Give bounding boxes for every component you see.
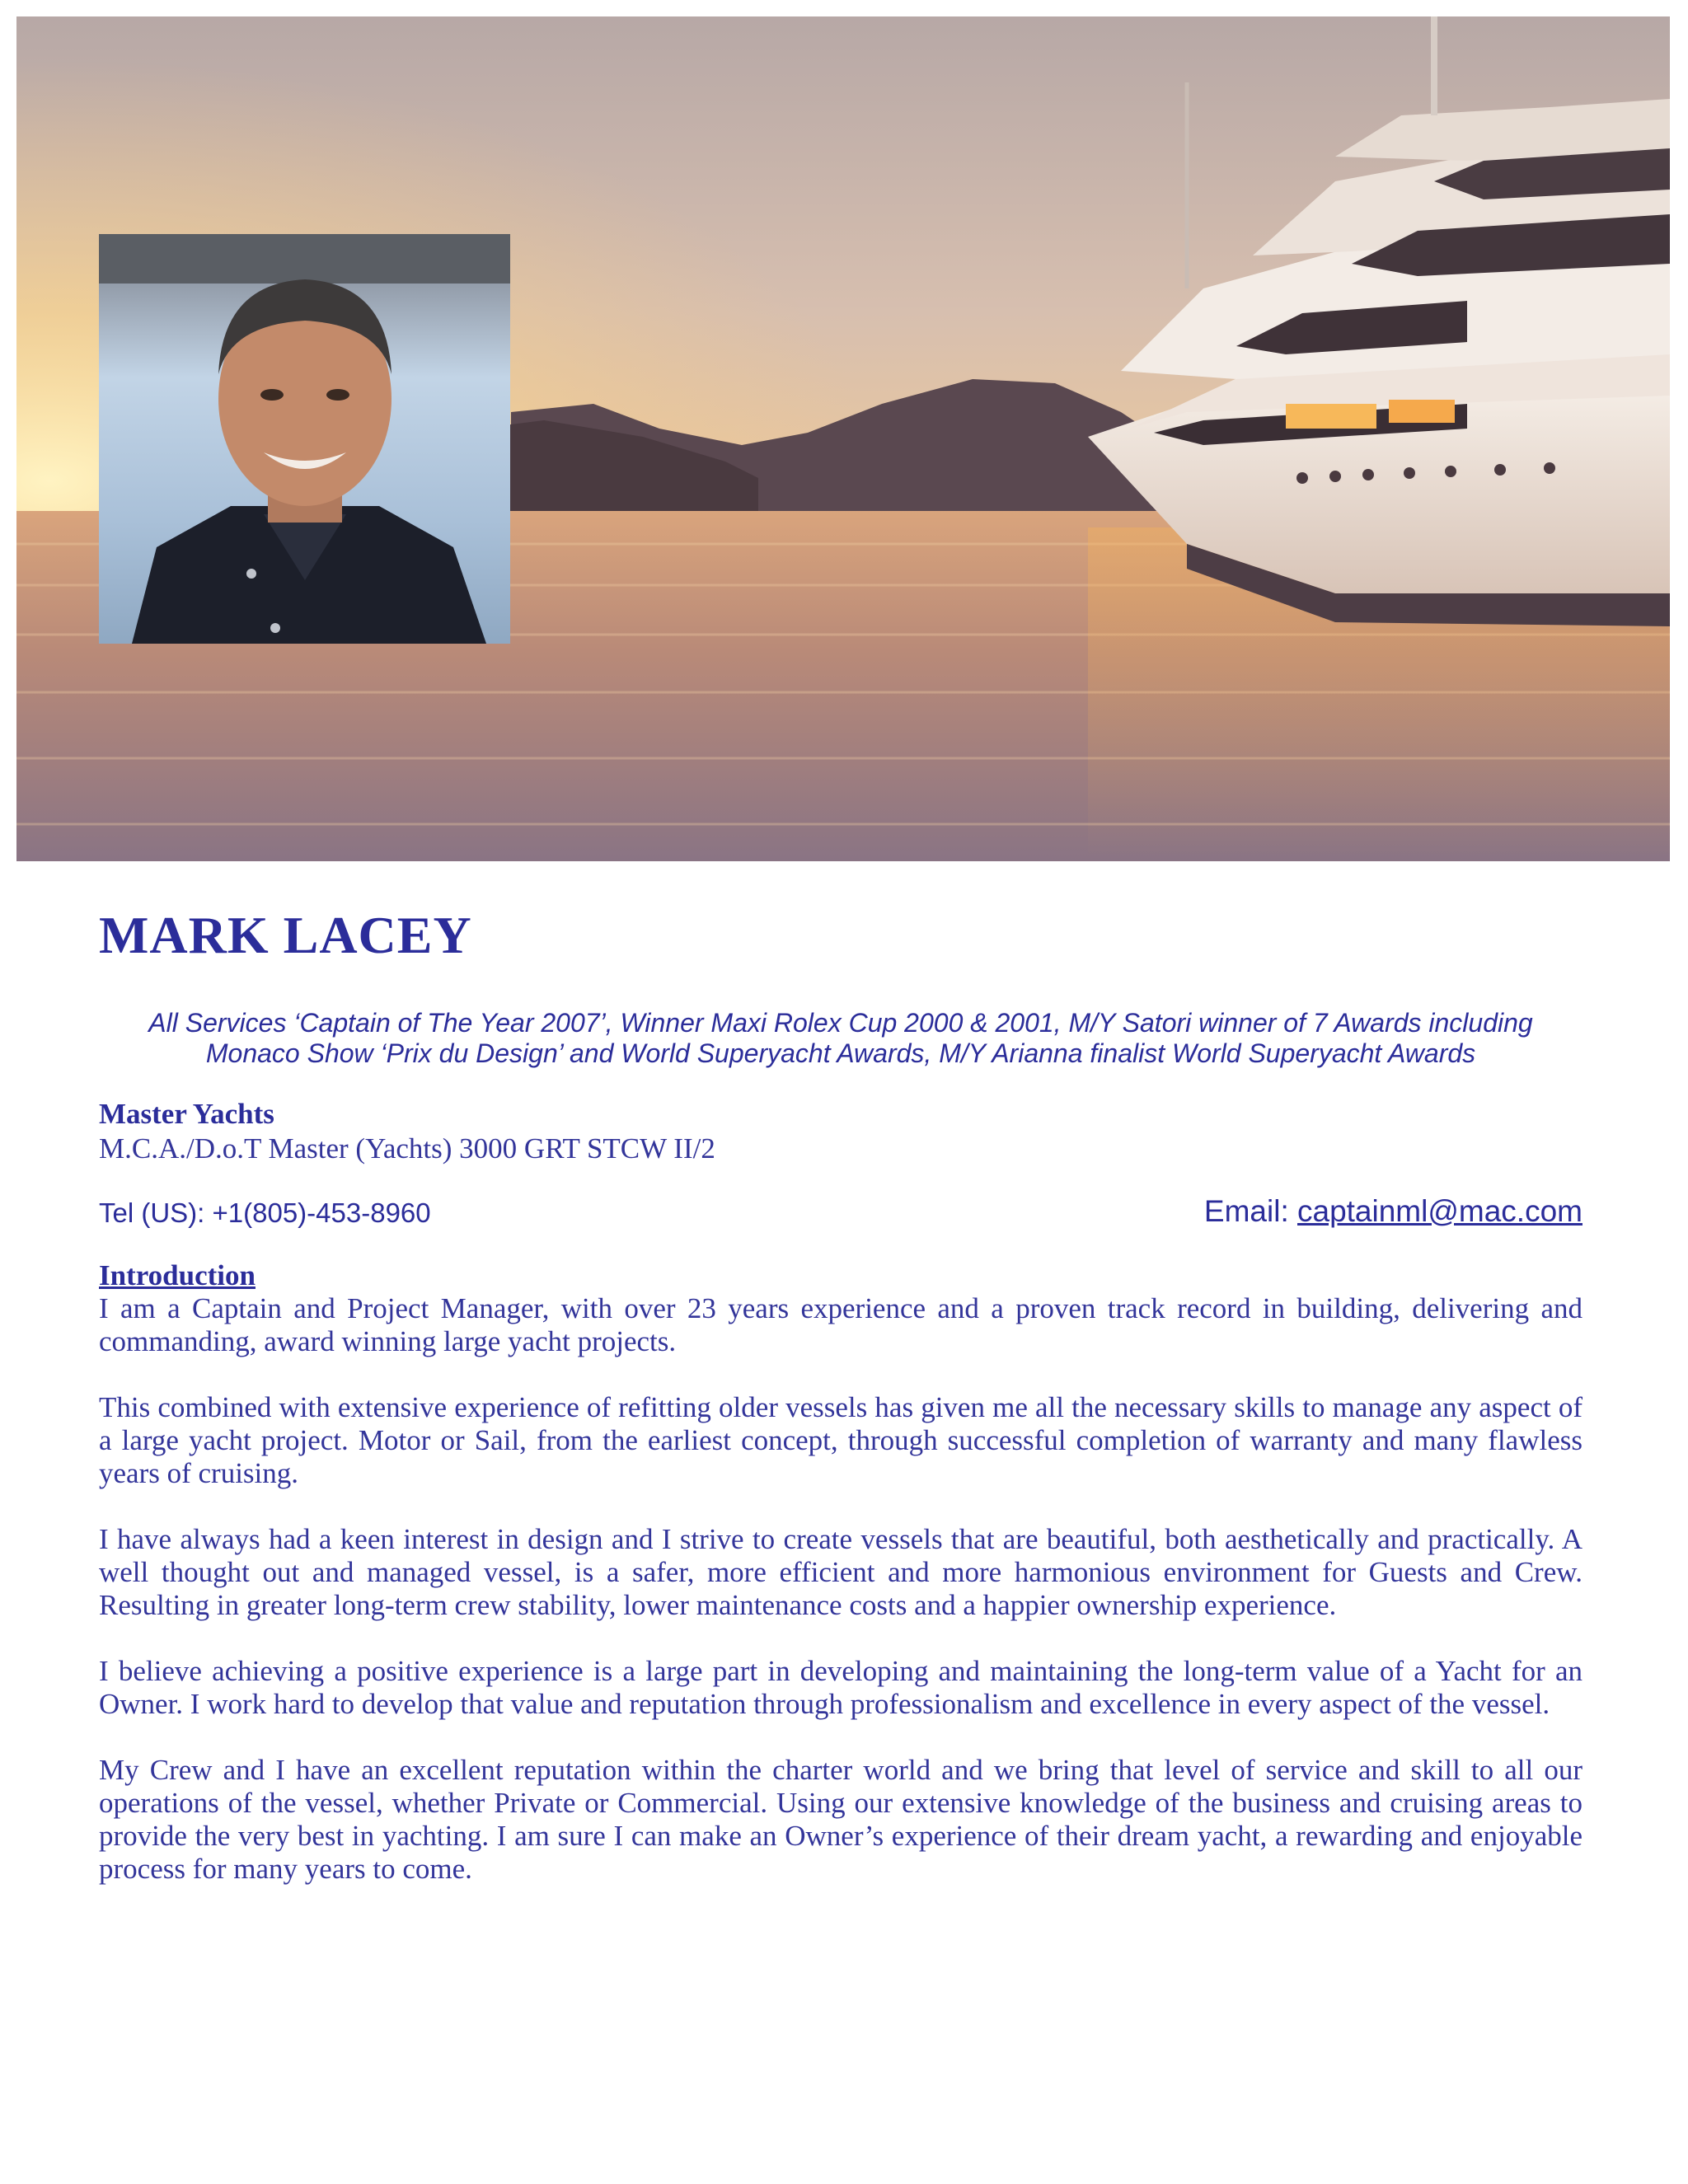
awards-line-1: All Services ‘Captain of The Year 2007’, Winner Maxi Rolex Cup 2000 & 2001, M/Y Satori winner of 7 Awards including xyxy=(148,1008,1533,1038)
portrait-photo xyxy=(99,234,510,644)
phone-number: Tel (US): +1(805)-453-8960 xyxy=(99,1197,431,1228)
intro-paragraph: I believe achieving a positive experience is a large part in developing and maintaining the long-term value of a Yacht for an Owner. I work hard to develop that value and reputation through professionalism and excellence in every aspect of the vessel. xyxy=(99,1655,1582,1720)
intro-paragraph: I am a Captain and Project Manager, with over 23 years experience and a proven track record in building, delivering and commanding, award winning large yacht projects. xyxy=(99,1292,1582,1357)
license-line: M.C.A./D.o.T Master (Yachts) 3000 GRT STCW II/2 xyxy=(99,1132,715,1165)
email-link[interactable]: captainml@mac.com xyxy=(1297,1194,1582,1228)
email-label: Email: xyxy=(1203,1194,1297,1228)
introduction-heading: Introduction xyxy=(99,1259,256,1291)
intro-paragraph: My Crew and I have an excellent reputation within the charter world and we bring that level of service and skill to all our operations of the vessel, whether Private or Commercial. Using our extensive knowledge of the business and cruising areas to provide the very best in yachting. I am sure I can make an Owner’s experience of their dream yacht, a rewarding and enjoyable process for many years to come. xyxy=(99,1754,1582,1885)
intro-paragraph: This combined with extensive experience of refitting older vessels has given me all the necessary skills to manage any aspect of a large yacht project. Motor or Sail, from the earliest concept, through successful completion of warranty and many flawless years of cruising. xyxy=(99,1391,1582,1489)
introduction-body xyxy=(99,1292,1582,1919)
awards-summary xyxy=(99,1008,1582,1069)
company-name: Master Yachts xyxy=(99,1098,274,1130)
email-line xyxy=(1204,1193,1582,1230)
portrait-illustration xyxy=(99,234,510,644)
page-title: MARK LACEY xyxy=(99,906,472,964)
awards-line-2: Monaco Show ‘Prix du Design’ and World Superyacht Awards, M/Y Arianna finalist World Superyacht Awards xyxy=(205,1038,1476,1068)
intro-paragraph: I have always had a keen interest in design and I strive to create vessels that are beautiful, both aesthetically and practically. A well thought out and managed vessel, is a safer, more efficient and more harmonious environment for Guests and Crew. Resulting in greater long-term crew stability, lower maintenance costs and a happier ownership experience. xyxy=(99,1523,1582,1621)
